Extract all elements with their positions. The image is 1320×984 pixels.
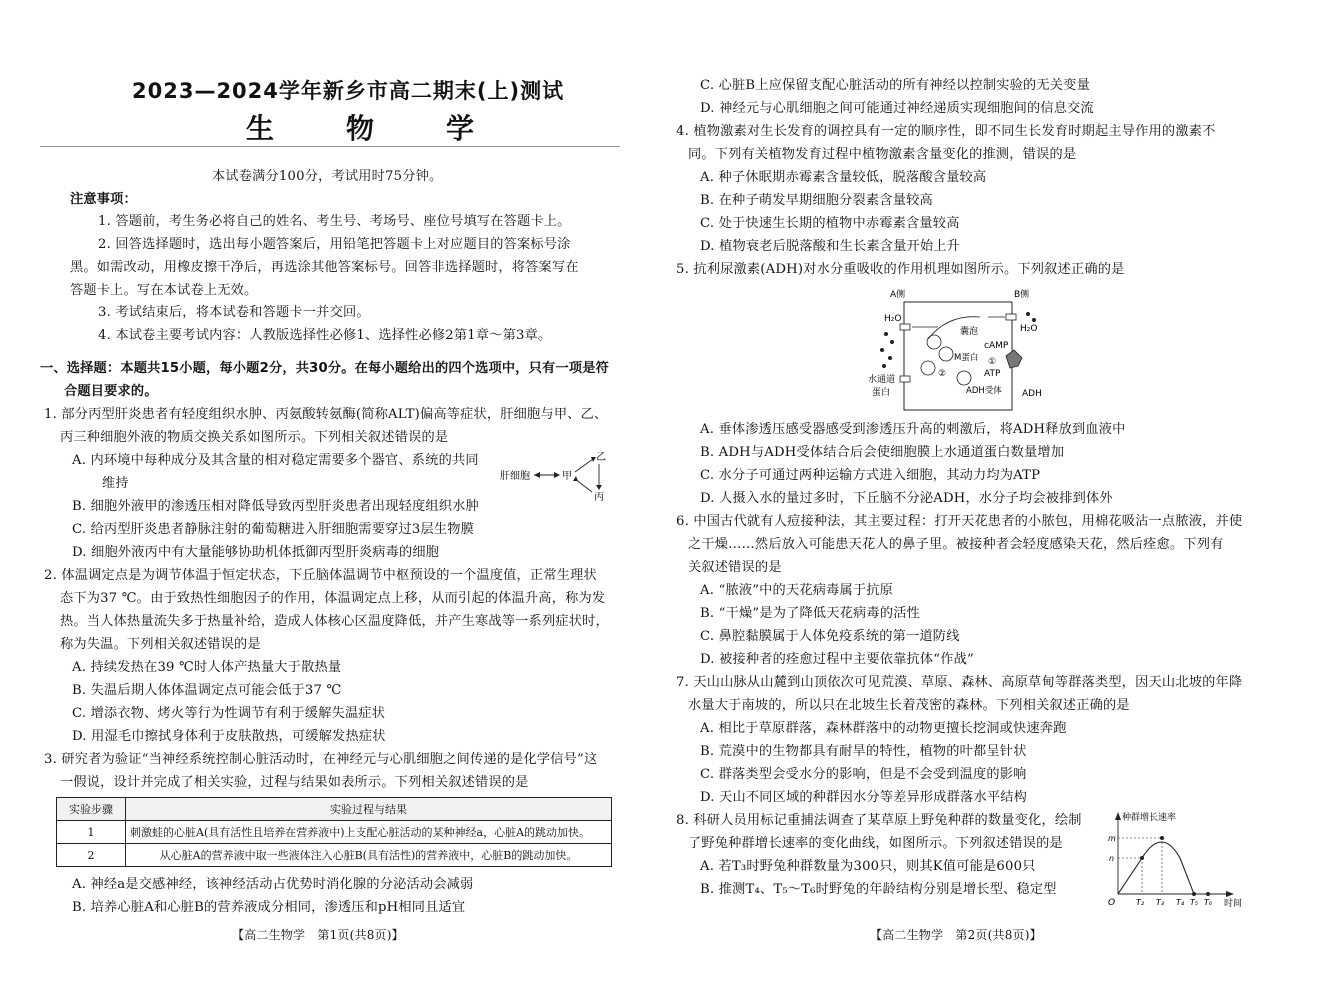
page-footer: 【高二生物学 第1页(共8页)】 (232, 928, 404, 942)
q8-stem: 了野兔种群增长速率的变化曲线，如图所示。下列叙述错误的是 (688, 836, 1063, 851)
exam-info: 本试卷满分100分，考试用时75分钟。 (212, 169, 443, 184)
notice-line: 3. 考试结束后，将本试卷和答题卡一并交回。 (98, 305, 370, 320)
water-channel (900, 324, 910, 330)
x-tick-T4: T₄ (1176, 898, 1185, 907)
vesicle (927, 335, 941, 349)
step1-label: ① (988, 357, 997, 367)
q8-option-a: A. 若T₃时野兔种群数量为300只，则其K值可能是600只 (700, 859, 1036, 874)
q2-stem: 热。当人体热量流失多于热量补给，造成人体核心区温度降低，并产生寒战等一系列症状时， (60, 614, 609, 629)
q5-option-c: C. 水分子可通过两种运输方式进入细胞，其动力均为ATP (700, 468, 1041, 483)
growth-rate-curve (1118, 842, 1224, 894)
q5-option-a: A. 垂体渗透压感受器感受到渗透压升高的刺激后，将ADH释放到血液中 (700, 422, 1126, 437)
q2-stem: 2. 体温调定点是为调节体温于恒定状态，下丘脑体温调节中枢预设的一个温度值，正常生理状 (44, 568, 597, 583)
a-side-label: A侧 (890, 290, 906, 300)
q2-stem: 称为失温。下列相关叙述错误的是 (60, 637, 261, 652)
q4-option-d: D. 植物衰老后脱落酸和生长素含量开始上升 (700, 239, 961, 254)
water-dot (1032, 318, 1036, 322)
q7-stem: 水量大于南坡的，所以只在北坡生长着茂密的森林。下列相关叙述正确的是 (688, 698, 1130, 713)
q1-option-a-cont: 维持 (102, 476, 129, 491)
q7-option-a: A. 相比于草原群落，森林群落中的动物更擅长挖洞或快速奔跑 (700, 721, 1067, 736)
left-page (40, 0, 620, 984)
notice-line: 黑。如需改动，用橡皮擦干净后，再选涂其他答案标号。回答非选择题时，将答案写在 (70, 260, 579, 275)
channel-label: 蛋白 (872, 388, 891, 398)
q4-option-a: A. 种子休眠期赤霉素含量较低，脱落酸含量较高 (700, 170, 987, 185)
q7-stem: 7. 天山山脉从山麓到山顶依次可见荒漠、草原、森林、高原草甸等群落类型，因天山北坡的年降 (676, 675, 1243, 690)
table-header: 实验过程与结果 (126, 798, 612, 821)
q3-stem: 一假说，设计并完成了相关实验，过程与结果如表所示。下列相关叙述错误的是 (60, 775, 529, 790)
water-channel (900, 376, 910, 382)
q6-option-a: A. “脓液”中的天花病毒属于抗原 (700, 583, 894, 598)
q1-option-d: D. 细胞外液丙中有大量能够协助机体抵御丙型肝炎病毒的细胞 (72, 545, 440, 560)
table-header: 实验步骤 (57, 798, 126, 821)
y-axis-label: 种群增长速率 (1122, 813, 1177, 823)
q4-option-b: B. 在种子萌发早期细胞分裂素含量较高 (700, 193, 933, 208)
q3-option-c: C. 心脏B上应保留支配心脏活动的所有神经以控制实验的无关变量 (700, 78, 1090, 93)
water-channel (1006, 314, 1016, 320)
page-footer: 【高二生物学 第2页(共8页)】 (870, 928, 1042, 942)
q6-option-c: C. 鼻腔黏膜属于人体免疫系统的第一道防线 (700, 629, 960, 644)
notice-line: 答题卡上。写在本试卷上无效。 (70, 283, 258, 298)
notice-line: 2. 回答选择题时，选出每小题答案后，用铅笔把答题卡上对应题目的答案标号涂 (98, 237, 571, 252)
adh-receptor-shape (1006, 350, 1022, 368)
section-heading: 合题目要求的。 (64, 384, 158, 399)
q6-option-d: D. 被接种者的痊愈过程中主要依靠抗体“作战” (700, 652, 974, 667)
y-mark-m: m (1108, 834, 1116, 843)
vesicle (957, 371, 971, 385)
table-row (57, 821, 612, 844)
subject-title: 生 物 学 (246, 112, 497, 145)
q4-stem: 同。下列有关植物发育过程中植物激素含量变化的推测，错误的是 (688, 147, 1077, 162)
table-cell: 刺激蛙的心脏A(具有活性且培养在营养液中)上支配心脏活动的某种神经a，心脏A的跳动加快。 (126, 821, 612, 844)
channel-label: 水通道 (868, 375, 896, 385)
fluid-jia-label: 甲 (562, 471, 572, 482)
x-tick-T6: T₆ (1204, 898, 1213, 907)
q2-option-d: D. 用湿毛巾擦拭身体利于皮肤散热，可缓解发热症状 (72, 729, 386, 744)
origin-label: O (1108, 898, 1116, 908)
section-heading: 一、选择题：本题共15小题，每小题2分，共30分。在每小题给出的四个选项中，只有一项是符 (40, 361, 609, 376)
water-dot (880, 348, 884, 352)
q7-option-d: D. 天山不同区域的种群因水分等差异形成群落水平结构 (700, 790, 1027, 805)
q2-option-b: B. 失温后期人体体温调定点可能会低于37 ℃ (72, 683, 342, 698)
q5-option-b: B. ADH与ADH受体结合后会使细胞膜上水通道蛋白数量增加 (700, 445, 1065, 460)
camp-label: cAMP (984, 341, 1009, 351)
h2o-left: H₂O (884, 314, 902, 324)
q3-experiment-table (56, 797, 612, 867)
liver-cell-label: 肝细胞 (500, 471, 530, 482)
q8-stem: 8. 科研人员用标记重捕法调查了某草原上野兔种群的数量变化，绘制 (676, 813, 1082, 828)
q5-stem: 5. 抗利尿激素(ADH)对水分重吸收的作用机理如图所示。下列叙述正确的是 (676, 262, 1125, 277)
receptor-label: ADH受体 (966, 386, 1002, 396)
notice-line: 1. 答题前，考生务必将自己的姓名、考生号、考场号、座位号填写在答题卡上。 (98, 214, 571, 229)
table-cell: 2 (57, 844, 126, 867)
q6-stem: 关叙述错误的是 (688, 560, 782, 575)
water-dot (888, 356, 892, 360)
q3-option-d: D. 神经元与心肌细胞之间可能通过神经递质实现细胞间的信息交流 (700, 101, 1094, 116)
vesicle (921, 361, 935, 375)
exam-title: 2023—2024学年新乡市高二期末(上)测试 (132, 79, 565, 103)
atp-label: ATP (984, 369, 1001, 379)
q1-stem: 丙三种细胞外液的物质交换关系如图所示。下列相关叙述错误的是 (60, 430, 449, 445)
fluid-yi-label: 乙 (596, 452, 606, 463)
q7-option-c: C. 群落类型会受水分的影响，但是不会受到温度的影响 (700, 767, 1027, 782)
q4-stem: 4. 植物激素对生长发育的调控具有一定的顺序性，即不同生长发育时期起主导作用的激素不 (676, 124, 1216, 139)
x-tick-T5: T₅ (1190, 898, 1199, 907)
water-dot (882, 364, 886, 368)
m-protein-label: M蛋白 (954, 353, 979, 363)
q8-option-b: B. 推测T₄、T₅～T₆时野兔的年龄结构分别是增长型、稳定型 (700, 882, 1057, 897)
water-dot (884, 332, 888, 336)
q4-option-c: C. 处于快速生长期的植物中赤霉素含量较高 (700, 216, 960, 231)
notice-title: 注意事项： (70, 192, 137, 207)
right-page (676, 0, 1256, 984)
q1-option-c: C. 给丙型肝炎患者静脉注射的葡萄糖进入肝细胞需要穿过3层生物膜 (72, 522, 475, 537)
q6-stem: 之干燥……然后放入可能患天花人的鼻子里。被接种者会轻度感染天花，然后痊愈。下列有 (688, 537, 1224, 552)
q1-fluid-diagram (498, 448, 618, 504)
q6-option-b: B. “干燥”是为了降低天花病毒的活性 (700, 606, 920, 621)
q3-option-a: A. 神经a是交感神经，该神经活动占优势时消化腺的分泌活动会减弱 (72, 877, 474, 892)
x-tick-T3: T₃ (1156, 898, 1165, 907)
q1-stem: 1. 部分丙型肝炎患者有轻度组织水肿、丙氨酸转氨酶(简称ALT)偏高等症状，肝细胞与甲、乙、 (44, 407, 608, 422)
vesicle-label: 囊泡 (960, 327, 979, 337)
q6-stem: 6. 中国古代就有人痘接种法，其主要过程：打开天花患者的小脓包，用棉花吸沾一点脓液，并使 (676, 514, 1243, 529)
q2-option-a: A. 持续发热在39 ℃时人体产热量大于散热量 (72, 660, 342, 675)
q1-option-b: B. 细胞外液甲的渗透压相对降低导致丙型肝炎患者出现轻度组织水肿 (72, 499, 479, 514)
b-side-label: B侧 (1014, 290, 1030, 300)
title-rule (40, 146, 620, 147)
q2-stem: 态下为37 ℃。由于致热性细胞因子的作用，体温调定点上移，从而引起的体温升高，称为发 (60, 591, 606, 606)
q1-option-a: A. 内环境中每种成分及其含量的相对稳定需要多个器官、系统的共同 (72, 453, 479, 468)
table-header-row (57, 798, 612, 821)
table-cell: 从心脏A的营养液中取一些液体注入心脏B(具有活性)的营养液中，心脏B的跳动加快。 (126, 844, 612, 867)
notice-line: 4. 本试卷主要考试内容：人教版选择性必修1、选择性必修2第1章～第3章。 (98, 328, 552, 343)
q8-growth-rate-graph (1104, 808, 1254, 910)
x-tick-T2: T₂ (1136, 898, 1145, 907)
q2-option-c: C. 增添衣物、烤火等行为性调节有利于缓解失温症状 (72, 706, 386, 721)
q5-option-d: D. 人摄入水的量过多时，下丘脑不分泌ADH，水分子均会被排到体外 (700, 491, 1113, 506)
q3-option-b: B. 培养心脏A和心脏B的营养液成分相同，渗透压和pH相同且适宜 (72, 900, 466, 915)
water-dot (1026, 312, 1030, 316)
y-mark-n: n (1109, 854, 1115, 863)
table-cell: 1 (57, 821, 126, 844)
q7-option-b: B. 荒漠中的生物都具有耐旱的特性，植物的叶都呈针状 (700, 744, 1027, 759)
water-dot (890, 340, 894, 344)
q3-stem: 3. 研究者为验证“当神经系统控制心脏活动时，在神经元与心肌细胞之间传递的是化学信号”这 (44, 752, 598, 767)
step2-label: ② (938, 369, 947, 379)
h2o-right: H₂O (1020, 324, 1038, 334)
adh-label: ADH (1022, 389, 1042, 399)
x-axis-label: 时间 (1224, 899, 1243, 909)
table-row (57, 844, 612, 867)
vesicle (939, 347, 953, 361)
fluid-bing-label: 丙 (594, 492, 604, 503)
q5-adh-diagram (868, 284, 1058, 416)
